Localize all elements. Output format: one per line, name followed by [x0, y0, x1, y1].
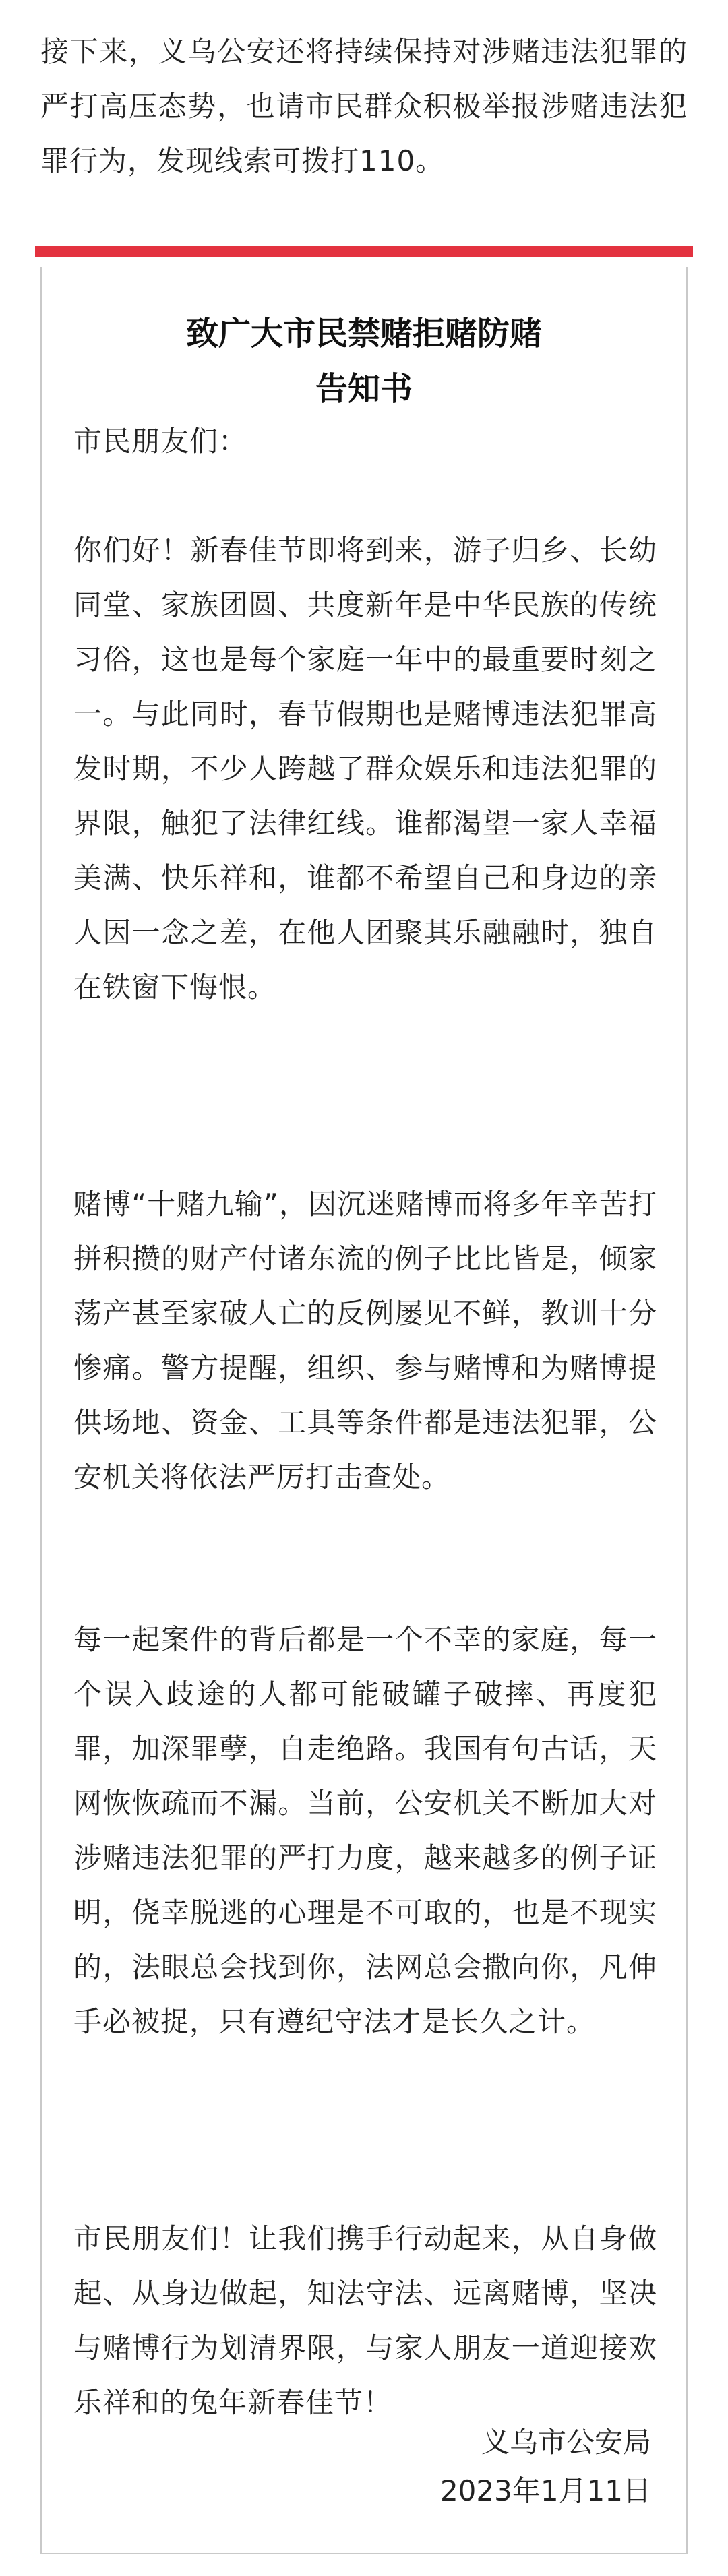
notice-paragraph-1: 你们好！新春佳节即将到来，游子归乡、长幼同堂、家族团圆、共度新年是中华民族的传统习俗，这也是每个家庭一年中的最重要时刻之一。与此同时，春节假期也是赌博违法犯罪高发时期，不少人跨越了群众娱乐和违法犯罪的界限，触犯了法律红线。谁都渴望一家人幸福美满、快乐祥和，谁都不希望自己和身边的亲人因一念之差，在他人团聚其乐融融时，独自在铁窗下悔恨。 [73, 534, 657, 1004]
notice-title [42, 306, 686, 417]
issue-date: 2023年1月11日 [439, 2474, 651, 2507]
signoff [440, 2418, 651, 2515]
notice-title-line-2: 告知书 [315, 370, 413, 408]
notice-title-line-1: 致广大市民禁赌拒赌防赌 [185, 315, 542, 352]
red-divider [35, 246, 693, 257]
intro-paragraph: 接下来，义乌公安还将持续保持对涉赌违法犯罪的严打高压态势，也请市民群众积极举报涉赌违法犯罪行为，发现线索可拨打110。 [40, 35, 688, 177]
notice-paragraph-3: 每一起案件的背后都是一个不幸的家庭，每一个误入歧途的人都可能破罐子破摔、再度犯罪，加深罪孽，自走绝路。我国有句古话，天网恢恢疏而不漏。当前，公安机关不断加大对涉赌违法犯罪的严打力度，越来越多的例子证明，侥幸脱逃的心理是不可取的，也是不现实的，法眼总会找到你，法网总会撒向你，凡伸手必被捉，只有遵纪守法才是长久之计。 [73, 1623, 657, 2038]
salutation: 市民朋友们： [73, 425, 248, 458]
issuer: 义乌市公安局 [481, 2426, 651, 2459]
notice-paragraph-2: 赌博“十赌九输”，因沉迷赌博而将多年辛苦打拼积攒的财产付诸东流的例子比比皆是，倾家荡产甚至家破人亡的反例屡见不鲜，教训十分惨痛。警方提醒，组织、参与赌博和为赌博提供场地、资金、工具等条件都是违法犯罪，公安机关将依法严厉打击查处。 [73, 1188, 657, 1494]
notice-paragraph-4: 市民朋友们！让我们携手行动起来，从自身做起、从身边做起，知法守法、远离赌博，坚决与赌博行为划清界限，与家人朋友一道迎接欢乐祥和的兔年新春佳节！ [73, 2222, 657, 2419]
notice-box [40, 267, 688, 2554]
